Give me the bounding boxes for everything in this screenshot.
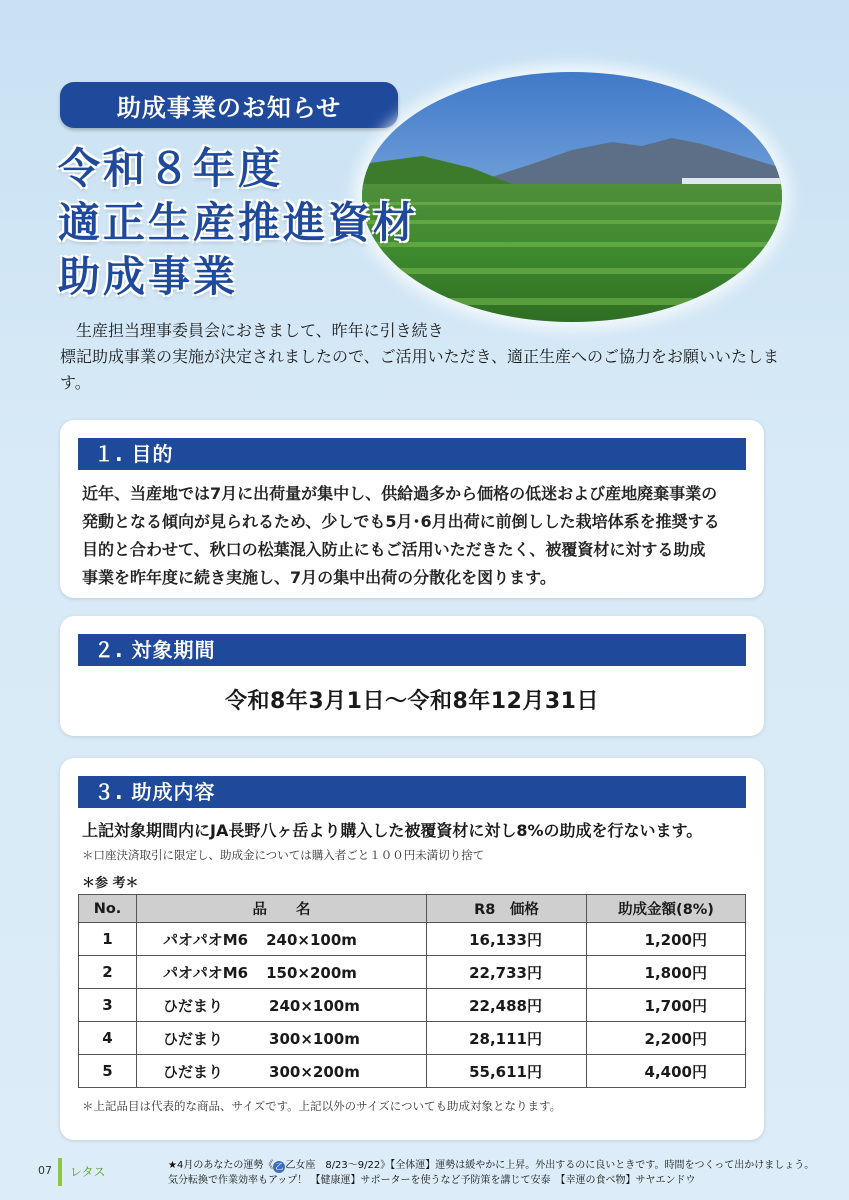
row-subsidy: 2,200円 [587,1022,746,1055]
intro-line-2: 標記助成事業の実施が決定されましたので、ご活用いただき、適正生産へのご協力をお願いいたします。 [60,347,780,392]
notice-header [60,82,398,128]
row-no: 5 [79,1055,137,1088]
title-line-1: 令和８年度 [58,144,284,193]
table-row [79,1055,746,1088]
row-subsidy: 1,800円 [587,956,746,989]
purpose-body [60,470,764,592]
price-table [78,894,746,1088]
row-product: パオパオM6 [163,963,249,982]
table-row [79,989,746,1022]
title-line-2: 適正生産推進資材 [58,198,419,247]
table-row [79,956,746,989]
row-size: 150×200m [266,963,357,982]
row-no: 2 [79,956,137,989]
table-row [79,1022,746,1055]
horoscope [168,1158,828,1188]
intro-line-1: 生産担当理事委員会におきまして、昨年に引き続き [76,321,444,340]
lettuce-field-photo [362,72,782,322]
row-price: 22,488円 [427,989,587,1022]
table-footnote: ＊上記品目は代表的な商品、サイズです。上記以外のサイズについても助成対象となります。 [82,1099,562,1113]
notice-header-label: 助成事業のお知らせ [116,93,342,122]
section-bar [58,1158,62,1186]
period-section [60,616,764,736]
purpose-heading: １. 目的 [78,438,746,470]
horoscope-line-1 [168,1158,828,1173]
main-title [58,142,418,304]
row-subsidy: 1,700円 [587,989,746,1022]
row-product: ひだまり [163,1029,224,1048]
purpose-line-4: 事業を昨年度に続き実施し、7月の集中出荷の分散化を図ります。 [82,568,556,587]
page-footer [0,1150,849,1200]
row-subsidy: 4,400円 [587,1055,746,1088]
row-price: 28,111円 [427,1022,587,1055]
col-no: No. [79,895,137,923]
row-size: 240×100m [269,996,360,1015]
col-name: 品 名 [137,895,427,923]
row-no: 1 [79,923,137,956]
subsidy-note: ＊口座決済取引に限定し、助成金については購入者ごと１００円未満切り捨て [82,848,485,862]
row-size: 300×200m [269,1062,360,1081]
subsidy-section [60,758,764,1140]
horoscope-line-2: 気分転換で作業効率もアップ！ 【健康運】サポーターを使うなど予防策を講じて安泰 【幸運の食べ物】サヤエンドウ [168,1175,696,1186]
row-name [137,956,427,989]
row-size: 300×100m [269,1029,360,1048]
purpose-line-2: 発動となる傾向が見られるため、少しでも5月･6月出荷に前倒しした栽培体系を推奨する [82,512,720,531]
row-subsidy: 1,200円 [587,923,746,956]
row-size: 240×100m [266,930,357,949]
row-price: 55,611円 [427,1055,587,1088]
row-product: パオパオM6 [163,930,249,949]
intro-paragraph [60,318,790,396]
row-price: 22,733円 [427,956,587,989]
row-no: 3 [79,989,137,1022]
col-subsidy: 助成金額(8%) [587,895,746,923]
virgo-icon: 乙 [275,1162,284,1171]
horoscope-body: 乙女座 8/23～9/22》【全体運】運勢は緩やかに上昇。外出するのに良いときです。時間をつくって出かけましょう。 [285,1160,815,1171]
subsidy-heading: ３. 助成内容 [78,776,746,808]
section-name: レタス [70,1165,106,1179]
title-line-3: 助成事業 [58,252,239,301]
purpose-line-1: 近年、当産地では7月に出荷量が集中し、供給過多から価格の低迷および産地廃棄事業の [82,484,718,503]
purpose-line-3: 目的と合わせて、秋口の松葉混入防止にもご活用いただきたく、被覆資材に対する助成 [82,540,706,559]
row-product: ひだまり [163,1062,224,1081]
reference-label: ＊参 考＊ [82,876,139,891]
col-price: R8 価格 [427,895,587,923]
row-no: 4 [79,1022,137,1055]
table-header-row [79,895,746,923]
row-name [137,1022,427,1055]
row-name [137,1055,427,1088]
table-row [79,923,746,956]
purpose-section [60,420,764,598]
row-name [137,923,427,956]
period-heading: ２. 対象期間 [78,634,746,666]
page-number: 07 [38,1164,52,1177]
row-price: 16,133円 [427,923,587,956]
row-name [137,989,427,1022]
horoscope-prefix: ★4月のあなたの運勢《 [168,1160,274,1171]
subsidy-lead: 上記対象期間内にJA長野八ヶ岳より購入した被覆資材に対し8%の助成を行ないます。 [82,821,703,840]
row-product: ひだまり [163,996,224,1015]
period-text: 令和8年3月1日～令和8年12月31日 [225,689,599,714]
